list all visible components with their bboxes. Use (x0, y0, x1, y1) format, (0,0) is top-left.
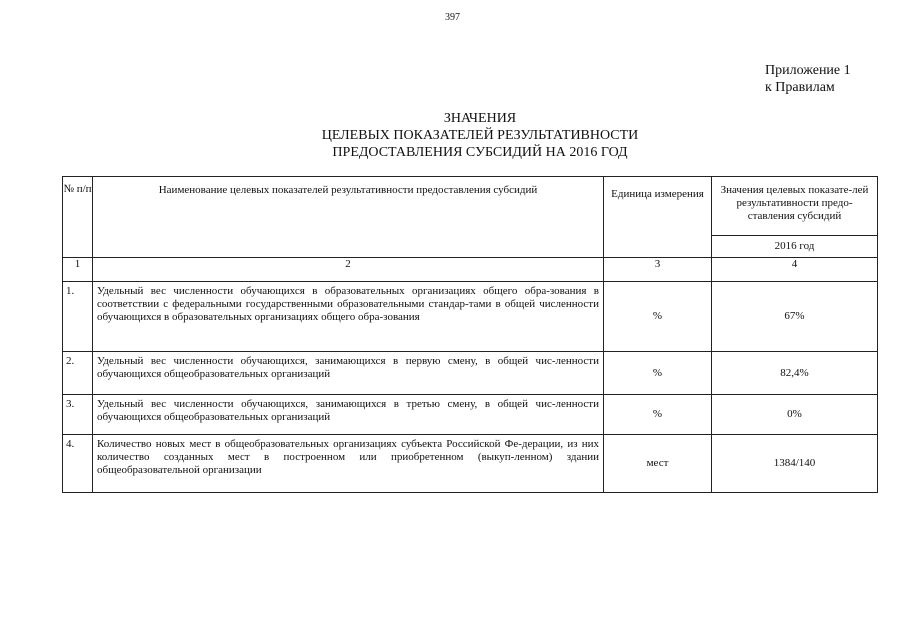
table-header-row (63, 177, 878, 236)
row-indicator-name: Удельный вес численности обучающихся в образовательных организациях общего обра-зования в соответствии с федеральными государственными образовательными стандар-тами в общей численности обучающихся в образовательных организациях общего обра-зования (93, 282, 604, 352)
title-line-2: ЦЕЛЕВЫХ ПОКАЗАТЕЛЕЙ РЕЗУЛЬТАТИВНОСТИ (321, 128, 639, 143)
row-number: 4. (63, 435, 93, 493)
header-number: № п/п (63, 177, 93, 258)
table-row (63, 435, 878, 493)
row-value: 67% (712, 282, 878, 352)
row-number: 2. (63, 352, 93, 395)
column-index: 4 (712, 258, 878, 282)
column-index-row (63, 258, 878, 282)
page-number: 397 (445, 12, 460, 23)
indicators-table (62, 176, 878, 493)
row-number: 3. (63, 395, 93, 435)
row-value: 1384/140 (712, 435, 878, 493)
header-values: Значения целевых показате-лей результативности предо-ставления субсидий (712, 177, 878, 236)
appendix-line-2: к Правилам (765, 80, 835, 95)
row-indicator-name: Количество новых мест в общеобразовательных организациях субъекта Российской Фе-дерации, из них количество созданных мест в построенном или приобретенном (выкуп-ленном) здании общеобразовательной организации (93, 435, 604, 493)
table-row (63, 282, 878, 352)
table-row (63, 395, 878, 435)
row-value: 0% (712, 395, 878, 435)
title-line-3: ПРЕДОСТАВЛЕНИЯ СУБСИДИЙ НА 2016 ГОД (332, 145, 628, 160)
row-value: 82,4% (712, 352, 878, 395)
row-indicator-name: Удельный вес численности обучающихся, занимающихся в третью смену, в общей чис-ленности обучающихся общеобразовательных организаций (93, 395, 604, 435)
header-unit: Единица измерения (604, 177, 712, 258)
document-title (0, 110, 905, 161)
header-name: Наименование целевых показателей результативности предоставления субсидий (93, 177, 604, 258)
column-index: 3 (604, 258, 712, 282)
header-year: 2016 год (712, 236, 878, 258)
appendix-caption (765, 62, 851, 96)
appendix-line-1: Приложение 1 (765, 63, 851, 78)
column-index: 2 (93, 258, 604, 282)
column-index: 1 (63, 258, 93, 282)
row-unit: % (604, 282, 712, 352)
row-unit: % (604, 395, 712, 435)
row-unit: мест (604, 435, 712, 493)
row-indicator-name: Удельный вес численности обучающихся, занимающихся в первую смену, в общей чис-ленности обучающихся общеобразовательных организаций (93, 352, 604, 395)
row-unit: % (604, 352, 712, 395)
table-row (63, 352, 878, 395)
row-number: 1. (63, 282, 93, 352)
title-line-1: ЗНАЧЕНИЯ (443, 111, 517, 126)
